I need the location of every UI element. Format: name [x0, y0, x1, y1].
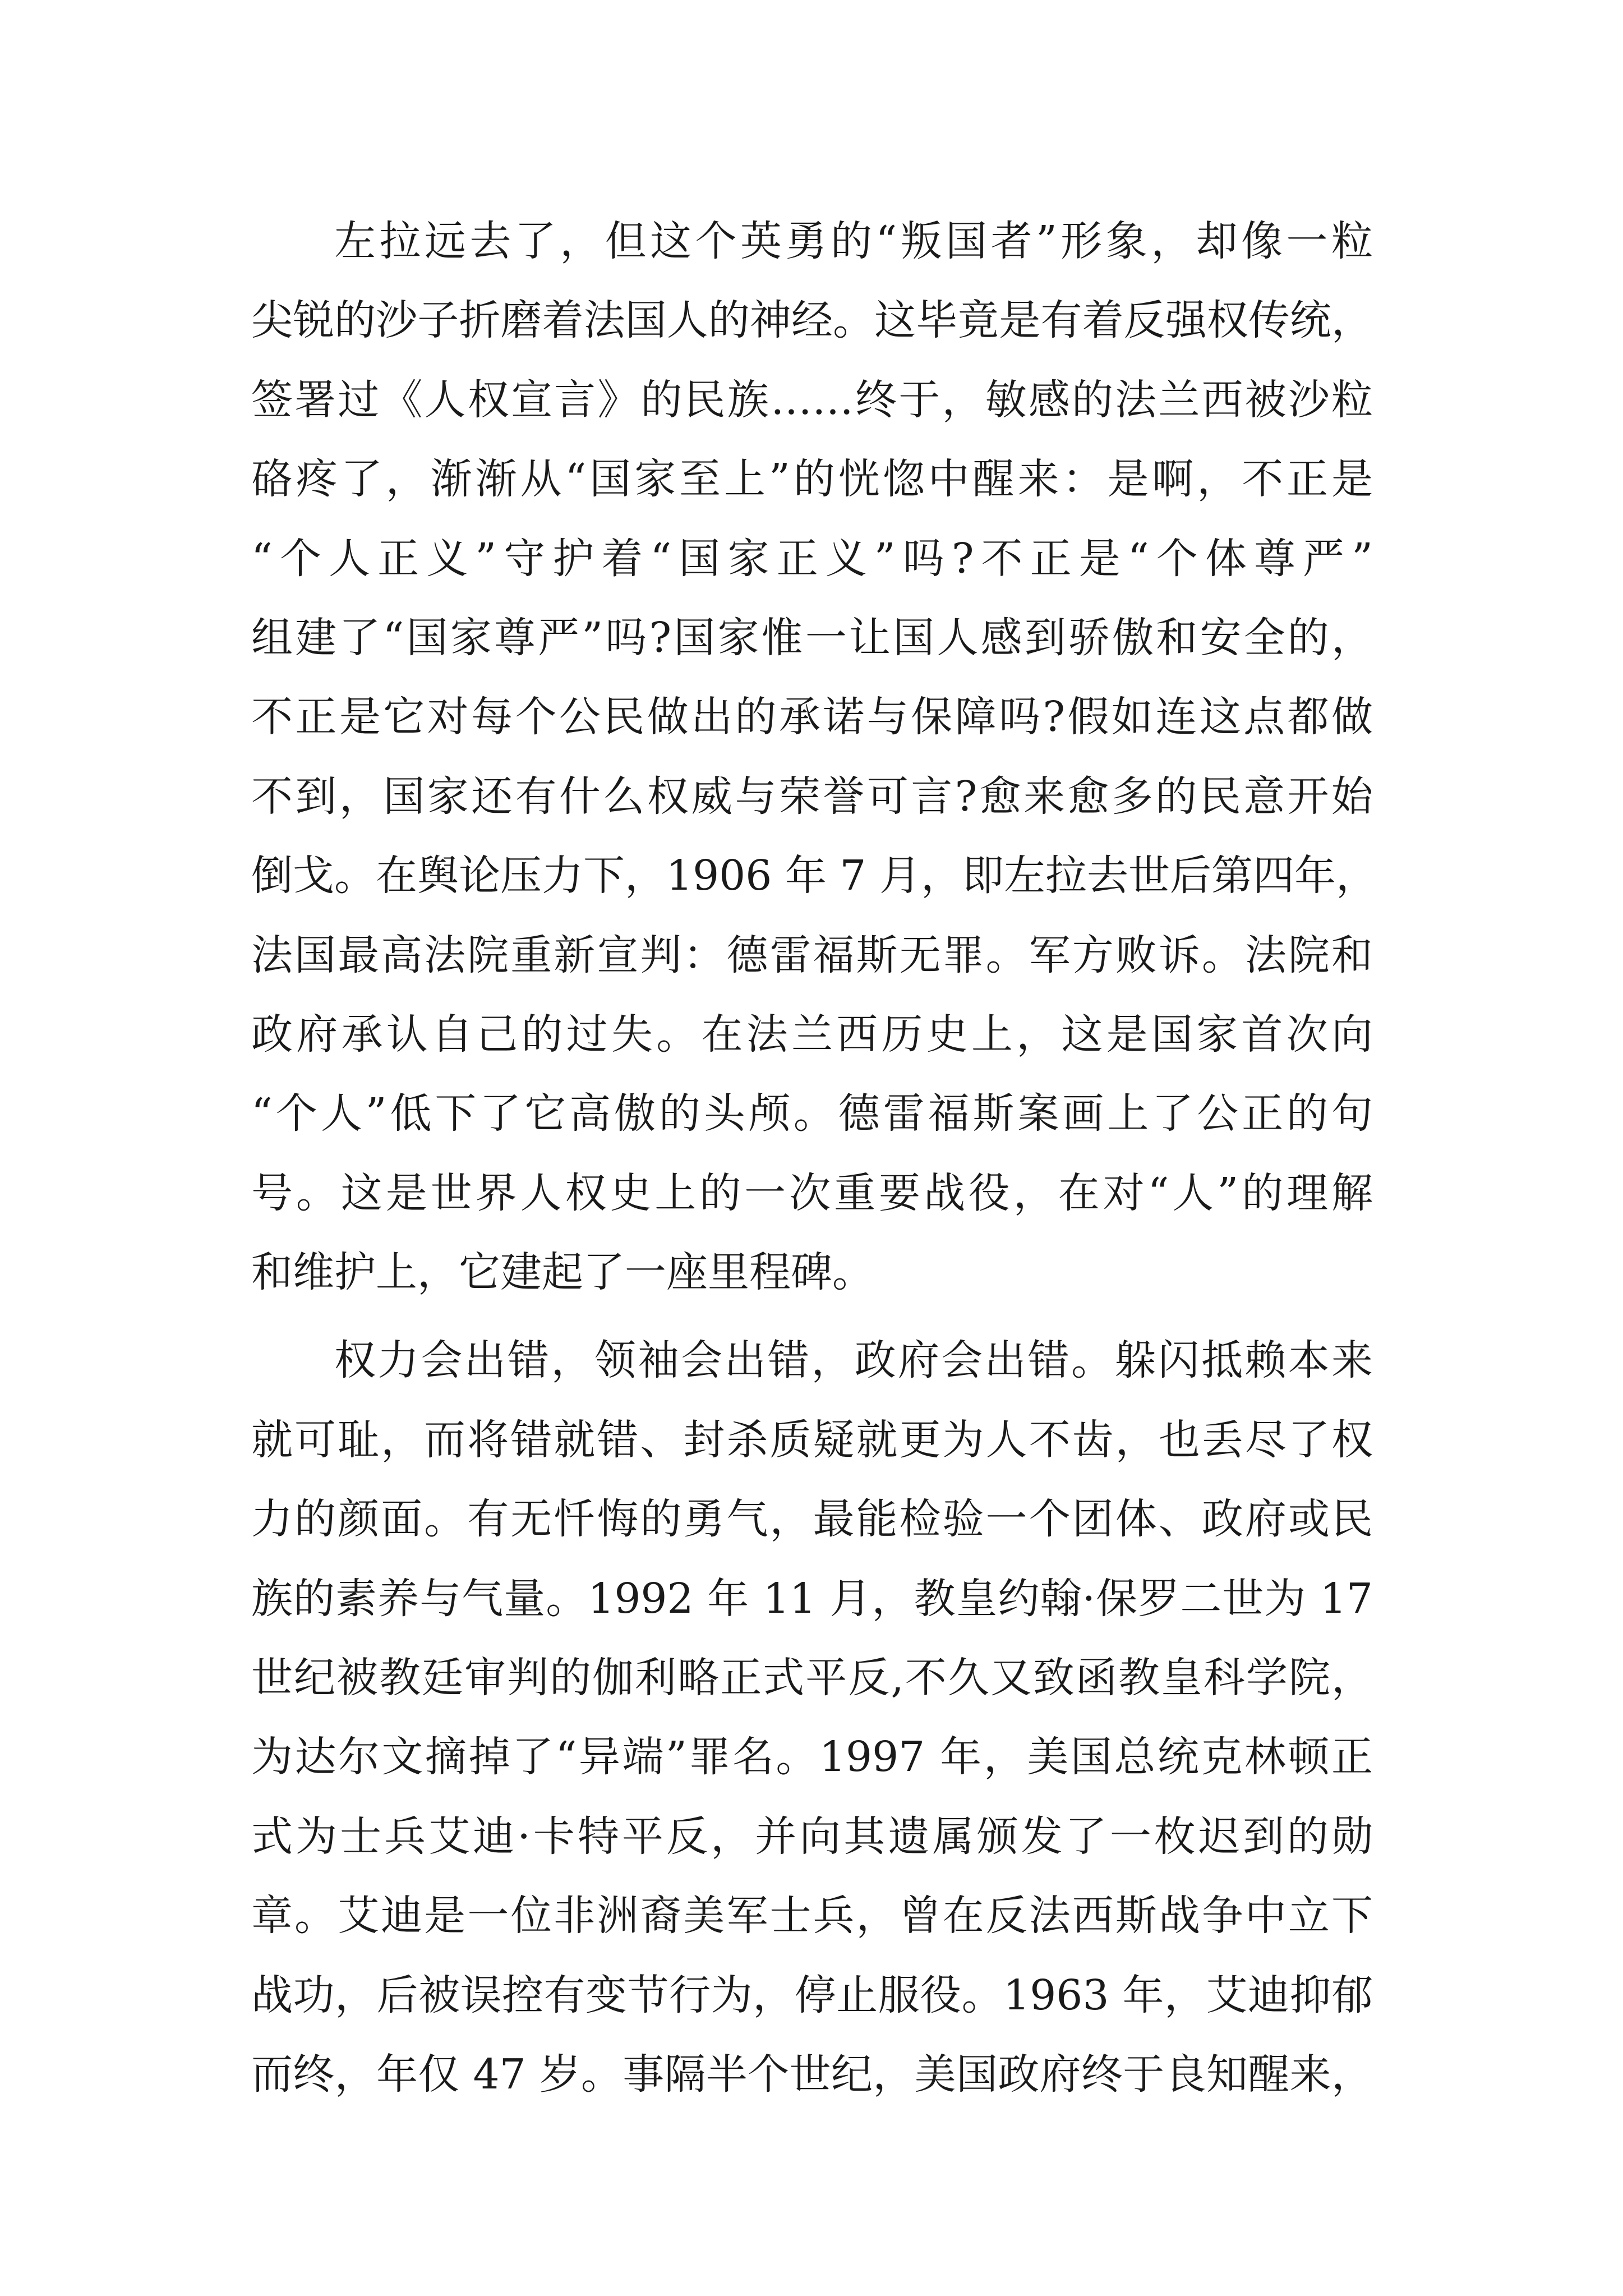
text-line: 而终，年仅 47 岁。事隔半个世纪，美国政府终于良知醒来， [251, 2050, 1373, 2099]
text-line: 倒戈。在舆论压力下，1906 年 7 月，即左拉去世后第四年， [251, 852, 1377, 900]
text-line: 左拉远去了，但这个英勇的“叛国者”形象，却像一粒 [334, 217, 1373, 265]
text-line: 不正是它对每个公民做出的承诺与保障吗?假如连这点都做 [251, 693, 1373, 742]
text-line: “个人”低下了它高傲的头颅。德雷福斯案画上了公正的句 [251, 1089, 1373, 1138]
text-line: 号。这是世界人权史上的一次重要战役，在对“人”的理解 [251, 1168, 1373, 1217]
text-line: 章。艾迪是一位非洲裔美军士兵，曾在反法西斯战争中立下 [251, 1892, 1373, 1940]
text-line: 不到，国家还有什么权威与荣誉可言?愈来愈多的民意开始 [251, 772, 1373, 821]
text-line: 世纪被教廷审判的伽利略正式平反,不久又致函教皇科学院， [251, 1654, 1373, 1703]
text-line: 硌疼了，渐渐从“国家至上”的恍惚中醒来：是啊，不正是 [251, 455, 1373, 504]
paragraph [251, 1321, 1373, 2114]
body-text [251, 202, 1377, 2114]
paragraph-spacer [251, 1312, 1373, 1321]
text-line: 力的颜面。有无忏悔的勇气，最能检验一个团体、政府或民 [251, 1495, 1373, 1544]
text-line: 就可耻，而将错就错、封杀质疑就更为人不齿，也丢尽了权 [251, 1415, 1373, 1464]
text-line: 战功，后被误控有变节行为，停止服役。1963 年，艾迪抑郁 [251, 1971, 1373, 2019]
paragraph [251, 202, 1377, 1312]
text-line: 法国最高法院重新宣判：德雷福斯无罪。军方败诉。法院和 [251, 931, 1373, 979]
text-line: “个人正义”守护着“国家正义”吗?不正是“个体尊严” [251, 534, 1373, 583]
text-line: 组建了“国家尊严”吗?国家惟一让国人感到骄傲和安全的， [251, 613, 1373, 662]
text-line: 和维护上，它建起了一座里程碑。 [251, 1248, 874, 1297]
text-line: 尖锐的沙子折磨着法国人的神经。这毕竟是有着反强权传统， [251, 296, 1373, 345]
text-line: 权力会出错，领袖会出错，政府会出错。躲闪抵赖本来 [334, 1336, 1373, 1385]
text-line: 族的素养与气量。1992 年 11 月，教皇约翰·保罗二世为 17 [251, 1574, 1373, 1623]
text-line: 签署过《人权宣言》的民族……终于，敏感的法兰西被沙粒 [251, 375, 1373, 424]
text-line: 式为士兵艾迪·卡特平反，并向其遗属颁发了一枚迟到的勋 [251, 1812, 1373, 1861]
text-line: 政府承认自己的过失。在法兰西历史上，这是国家首次向 [251, 1010, 1373, 1059]
text-line: 为达尔文摘掉了“异端”罪名。1997 年，美国总统克林顿正 [251, 1733, 1373, 1782]
